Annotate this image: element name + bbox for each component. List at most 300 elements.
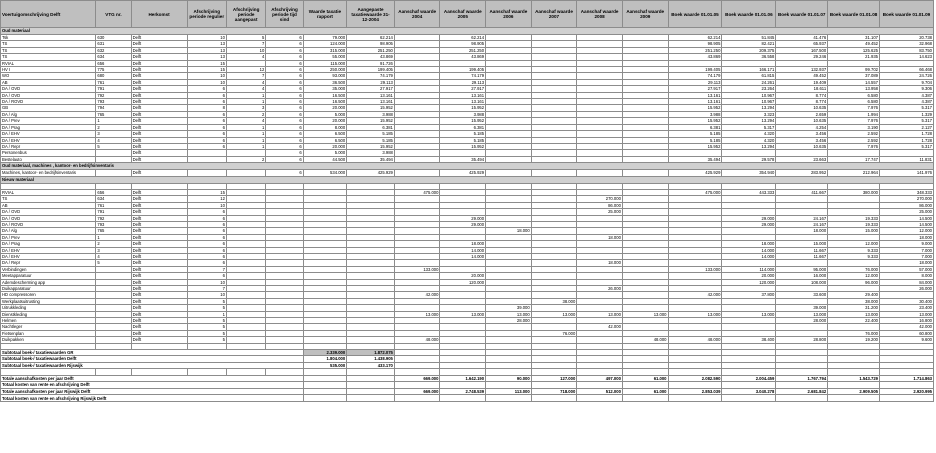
table-cell: 634: [96, 54, 131, 60]
table-cell: 14.000: [440, 247, 486, 253]
table-cell: 6: [266, 99, 303, 105]
table-cell: 8.000: [879, 273, 933, 279]
table-cell: 42.000: [577, 324, 623, 330]
table-cell: Uitrukkleding: [1, 305, 96, 311]
table-cell: 19.333: [828, 221, 880, 227]
table-cell: 15.000: [776, 241, 828, 247]
table-cell: 11.667: [776, 247, 828, 253]
table-cell: Machines, kantoor- en bedrijfsinventaris: [1, 170, 96, 176]
table-cell: 42.000: [394, 292, 440, 298]
table-cell: Fietsenplan: [1, 330, 96, 336]
table-cell: 14.000: [440, 253, 486, 259]
table-cell: 6: [266, 137, 303, 143]
table-cell: 632: [96, 47, 131, 53]
table-cell: Werkplaatsuitrusting: [1, 298, 96, 304]
total-value: [303, 395, 347, 402]
table-cell: 15.952: [440, 118, 486, 124]
table-cell: 13: [187, 54, 226, 60]
table-cell: Delft: [131, 221, 187, 227]
table-cell: 36.500: [303, 79, 347, 85]
column-header: VTG nr.: [96, 1, 131, 28]
table-cell: 33.600: [776, 292, 828, 298]
table-cell: 3.988: [347, 111, 395, 117]
subtotal-value: 2.339.000: [303, 350, 347, 356]
table-cell: 10.635: [776, 143, 828, 149]
table-cell: 18.611: [776, 86, 828, 92]
total-row: [1, 388, 934, 395]
table-cell: 1: [226, 124, 265, 130]
section-title: Oud materiaal, machines , kantoor- en bedrijfsinventaris: [1, 163, 934, 170]
table-cell: 2.659: [776, 111, 828, 117]
table-cell: 10: [187, 73, 226, 79]
table-cell: 13.294: [722, 118, 776, 124]
table-cell: 25.000: [879, 209, 933, 215]
column-header: Afschrijving periode regulier: [187, 1, 226, 28]
table-cell: 13.161: [440, 92, 486, 98]
table-cell: 125.625: [828, 47, 880, 53]
total-value: 2.082.590: [668, 375, 722, 382]
table-cell: Delft: [131, 124, 187, 130]
table-cell: 14.623: [879, 54, 933, 60]
total-value: 669.000: [394, 388, 440, 395]
table-cell: 6.381: [440, 124, 486, 130]
section-title: Nieuw materiaal: [1, 176, 934, 183]
table-cell: Dienstkleding: [1, 311, 96, 317]
table-cell: DA / Prag: [1, 124, 96, 130]
table-cell: 3: [226, 105, 265, 111]
table-cell: Bestelauto: [1, 156, 96, 162]
table-cell: 62.214: [440, 35, 486, 41]
table-cell: 19.333: [828, 215, 880, 221]
table-cell: 141.976: [879, 170, 933, 176]
column-header: Herkomst: [131, 1, 187, 28]
table-cell: 29.000: [440, 215, 486, 221]
table-cell: 42.000: [879, 324, 933, 330]
table-cell: 84.000: [879, 279, 933, 285]
table-cell: 66.468: [879, 67, 933, 73]
table-cell: 30.400: [879, 298, 933, 304]
table-cell: 86.000: [577, 202, 623, 208]
table-cell: 48.000: [668, 337, 722, 343]
table-cell: 29.113: [347, 79, 395, 85]
table-cell: 8: [187, 105, 226, 111]
table-cell: 6: [266, 150, 303, 156]
table-cell: 96.000: [828, 279, 880, 285]
subtotal-label: Subtotaal boek-/ taxatiewaarden Delft: [1, 356, 304, 362]
table-cell: 9.704: [879, 79, 933, 85]
table-cell: 86.000: [879, 202, 933, 208]
table-cell: 656: [96, 189, 131, 195]
table-cell: Helmen: [1, 318, 96, 324]
table-cell: DA / Prev: [1, 118, 96, 124]
table-cell: 5: [187, 305, 226, 311]
table-cell: 3.323: [722, 111, 776, 117]
table-cell: Delft: [131, 118, 187, 124]
total-value: 2.748.539: [440, 388, 486, 395]
table-cell: 3.988: [347, 150, 395, 156]
total-value: 2.853.039: [668, 388, 722, 395]
table-cell: 775: [96, 67, 131, 73]
total-value: [577, 382, 623, 389]
total-value: 1.642.190: [440, 375, 486, 382]
table-cell: 634: [96, 196, 131, 202]
table-cell: 23.264: [722, 86, 776, 92]
table-cell: 60.800: [879, 330, 933, 336]
table-cell: Delft: [131, 67, 187, 73]
table-cell: 13.161: [347, 99, 395, 105]
table-cell: 18.000: [879, 260, 933, 266]
table-cell: 7: [226, 73, 265, 79]
table-cell: 7.976: [828, 143, 880, 149]
table-cell: 10.635: [776, 105, 828, 111]
table-cell: Delft: [131, 111, 187, 117]
table-cell: 13.000: [879, 311, 933, 317]
column-header: Boek waarde 01.01.05: [668, 1, 722, 28]
table-cell: Delft: [131, 202, 187, 208]
table-cell: 27.917: [347, 86, 395, 92]
table-cell: 5: [96, 143, 131, 149]
table-cell: 20.000: [722, 273, 776, 279]
table-cell: 5: [187, 330, 226, 336]
table-cell: 4.387: [879, 92, 933, 98]
table-cell: DA / Prag: [1, 241, 96, 247]
table-cell: 15: [187, 67, 226, 73]
table-cell: 1.728: [879, 131, 933, 137]
table-cell: 354.940: [722, 170, 776, 176]
table-cell: 7: [226, 41, 265, 47]
table-cell: 29.246: [776, 54, 828, 60]
table-cell: Delft: [131, 99, 187, 105]
table-cell: 5: [187, 337, 226, 343]
table-cell: 166.171: [722, 67, 776, 73]
table-cell: 55.000: [303, 54, 347, 60]
table-cell: 1.329: [879, 111, 933, 117]
table-cell: 27.917: [440, 86, 486, 92]
total-row: [1, 395, 934, 402]
total-value: [303, 382, 347, 389]
total-label: Totaal kosten van rente en afschrijving Delft: [1, 382, 304, 389]
table-cell: 18.000: [577, 234, 623, 240]
table-cell: DA / Prev: [1, 234, 96, 240]
table-cell: 199.405: [668, 67, 722, 73]
table-cell: 4: [226, 54, 265, 60]
table-cell: 18.000: [879, 234, 933, 240]
table-cell: 6: [266, 124, 303, 130]
table-cell: Delft: [131, 305, 187, 311]
table-cell: 19.200: [828, 337, 880, 343]
table-cell: 270.000: [879, 196, 933, 202]
table-cell: 10: [187, 35, 226, 41]
table-cell: 2: [226, 156, 265, 162]
table-cell: 29.000: [722, 215, 776, 221]
table-cell: 5.317: [879, 143, 933, 149]
table-cell: 98.905: [668, 41, 722, 47]
table-cell: 631: [96, 41, 131, 47]
total-value: [622, 395, 668, 402]
table-cell: 6.500: [303, 137, 347, 143]
table-cell: 794: [96, 105, 131, 111]
table-cell: 12: [187, 196, 226, 202]
table-cell: 29.578: [722, 156, 776, 162]
total-value: [776, 382, 828, 389]
table-cell: 29.113: [440, 79, 486, 85]
table-cell: Personenbus: [1, 150, 96, 156]
table-cell: 6: [187, 92, 226, 98]
table-cell: Delft: [131, 79, 187, 85]
table-cell: 124.000: [303, 41, 347, 47]
table-cell: 13.000: [668, 311, 722, 317]
table-cell: 79.000: [303, 35, 347, 41]
table-cell: DA / ROVD: [1, 221, 96, 227]
table-cell: 20.738: [879, 35, 933, 41]
table-cell: 5.317: [879, 118, 933, 124]
table-cell: 15.952: [668, 105, 722, 111]
table-cell: 9.333: [828, 253, 880, 259]
table-cell: 765: [96, 111, 131, 117]
column-header: Afschrijving periode aangepast: [226, 1, 265, 28]
table-cell: 65.937: [776, 41, 828, 47]
table-cell: 3.456: [776, 137, 828, 143]
table-cell: Tsk: [1, 35, 96, 41]
section-header: [1, 176, 934, 183]
table-cell: 38.000: [531, 298, 577, 304]
table-cell: Delft: [131, 279, 187, 285]
table-cell: 425.929: [668, 170, 722, 176]
table-cell: 14.500: [879, 215, 933, 221]
table-cell: 39.000: [776, 305, 828, 311]
table-cell: 6: [187, 241, 226, 247]
table-cell: TS: [1, 54, 96, 60]
table-cell: 5: [187, 298, 226, 304]
table-cell: 6: [266, 67, 303, 73]
table-cell: Delft: [131, 311, 187, 317]
table-cell: 15.952: [347, 118, 395, 124]
total-value: [394, 382, 440, 389]
total-value: 3.040.278: [722, 388, 776, 395]
table-cell: 1: [187, 311, 226, 317]
table-cell: DA / EHV: [1, 137, 96, 143]
total-value: [394, 395, 440, 402]
table-cell: 5: [96, 260, 131, 266]
table-cell: Delft: [131, 60, 187, 66]
table-cell: 6: [187, 86, 226, 92]
table-cell: Delft: [131, 253, 187, 259]
table-cell: 43.869: [668, 54, 722, 60]
table-cell: 6: [266, 156, 303, 162]
table-cell: 6.580: [828, 99, 880, 105]
table-cell: DA / OVD: [1, 215, 96, 221]
table-cell: 411.667: [776, 189, 828, 195]
table-cell: 24.726: [879, 73, 933, 79]
table-cell: AB: [1, 79, 96, 85]
table-cell: 3.456: [776, 131, 828, 137]
table-cell: 16.000: [776, 273, 828, 279]
total-value: [347, 388, 395, 395]
table-cell: 98.905: [347, 41, 395, 47]
table-cell: 13.000: [577, 311, 623, 317]
table-cell: 443.333: [722, 189, 776, 195]
table-cell: 5.000: [303, 150, 347, 156]
table-cell: AB: [1, 202, 96, 208]
table-cell: RVIAL: [1, 189, 96, 195]
table-cell: 3: [96, 247, 131, 253]
table-cell: Ademdescherming app: [1, 279, 96, 285]
table-cell: 2.592: [828, 137, 880, 143]
table-cell: 99.702: [828, 67, 880, 73]
table-cell: DA / OVD: [1, 86, 96, 92]
column-header: Boek waarde 01.01.07: [776, 1, 828, 28]
table-cell: 7.976: [828, 118, 880, 124]
table-body: [1, 28, 934, 402]
table-cell: Meetapparatuur: [1, 273, 96, 279]
table-cell: Delft: [131, 209, 187, 215]
table-cell: 13.000: [486, 311, 532, 317]
table-cell: 16.500: [303, 92, 347, 98]
table-cell: 15.952: [347, 143, 395, 149]
table-cell: 3.988: [668, 111, 722, 117]
table-cell: 23.663: [776, 156, 828, 162]
table-cell: 765: [96, 228, 131, 234]
table-cell: Delft: [131, 86, 187, 92]
column-header: Aangepaste taxatiewaarde 31-12-2004: [347, 1, 395, 28]
table-cell: 29.000: [440, 221, 486, 227]
table-cell: 26.000: [577, 286, 623, 292]
total-value: 2.920.995: [879, 388, 933, 395]
total-value: 90.000: [486, 375, 532, 382]
table-cell: 108.000: [776, 279, 828, 285]
table-cell: 12.000: [879, 228, 933, 234]
table-cell: 15.952: [668, 143, 722, 149]
table-cell: HV I: [1, 67, 96, 73]
table-cell: 44.500: [303, 156, 347, 162]
table-cell: 10: [226, 47, 265, 53]
table-cell: Delft: [131, 137, 187, 143]
table-cell: 6: [266, 47, 303, 53]
table-cell: 1: [226, 92, 265, 98]
subtotal-value: 433.170: [347, 362, 395, 368]
table-cell: 13.000: [776, 311, 828, 317]
table-cell: 20.000: [303, 143, 347, 149]
table-cell: DA / OVD: [1, 209, 96, 215]
table-cell: 76.000: [828, 330, 880, 336]
table-cell: 12.000: [828, 241, 880, 247]
table-cell: 14.000: [722, 247, 776, 253]
table-cell: 15.000: [828, 228, 880, 234]
table-cell: 6.381: [668, 124, 722, 130]
total-value: 61.000: [622, 388, 668, 395]
table-cell: 13.161: [668, 92, 722, 98]
table-cell: HD compressoren: [1, 292, 96, 298]
table-cell: 792: [96, 215, 131, 221]
table-cell: 6: [266, 92, 303, 98]
table-cell: 5.185: [440, 137, 486, 143]
table-cell: 6: [266, 41, 303, 47]
table-cell: 3: [96, 131, 131, 137]
table-cell: Delft: [131, 143, 187, 149]
table-cell: 74.179: [347, 73, 395, 79]
table-cell: 18.000: [722, 241, 776, 247]
table-cell: 475.000: [668, 189, 722, 195]
table-cell: 6: [187, 143, 226, 149]
table-cell: 24.167: [776, 215, 828, 221]
table-cell: 24.167: [776, 221, 828, 227]
table-cell: RVIAL: [1, 60, 96, 66]
table-cell: 12.000: [828, 273, 880, 279]
table-cell: 5: [187, 318, 226, 324]
table-cell: 28.000: [486, 318, 532, 324]
table-cell: 15.952: [668, 118, 722, 124]
total-value: [347, 395, 395, 402]
subtotal-value: 535.000: [303, 362, 347, 368]
table-cell: DA / Repr: [1, 260, 96, 266]
total-value: [828, 382, 880, 389]
table-cell: 6: [266, 118, 303, 124]
table-cell: 4: [226, 86, 265, 92]
table-cell: 39.000: [486, 305, 532, 311]
table-cell: Nachtleger: [1, 324, 96, 330]
table-cell: 62.214: [347, 35, 395, 41]
table-cell: Duikapparatuur: [1, 286, 96, 292]
table-cell: 35.494: [440, 156, 486, 162]
table-cell: 15.952: [440, 143, 486, 149]
table-cell: 6: [266, 54, 303, 60]
table-cell: 48.000: [394, 337, 440, 343]
table-cell: 18.000: [577, 260, 623, 266]
table-cell: Delft: [131, 298, 187, 304]
column-header: Afschrijving periode tijd sind: [266, 1, 303, 28]
table-cell: Delft: [131, 286, 187, 292]
table-cell: 13.000: [722, 311, 776, 317]
total-label: Totale aanschafkosten per jaar Delft: [1, 375, 304, 382]
table-cell: 35.000: [303, 86, 347, 92]
table-cell: 14.000: [722, 253, 776, 259]
table-cell: 23.400: [879, 305, 933, 311]
table-cell: TS: [1, 196, 96, 202]
table-cell: 76.000: [828, 266, 880, 272]
table-cell: 13.000: [531, 311, 577, 317]
table-cell: 2: [96, 124, 131, 130]
table-cell: 6: [187, 260, 226, 266]
table-cell: 29.400: [828, 292, 880, 298]
table-cell: 120.000: [440, 279, 486, 285]
table-cell: 133.000: [668, 266, 722, 272]
table-cell: Delft: [131, 234, 187, 240]
table-cell: 6: [187, 124, 226, 130]
table-cell: 120.000: [722, 279, 776, 285]
table-cell: 10: [187, 279, 226, 285]
table-cell: 24.261: [722, 79, 776, 85]
total-label: Totale aanschafkosten per jaar Rijswijk Delft: [1, 388, 304, 395]
table-cell: 10.635: [776, 118, 828, 124]
table-cell: Delft: [131, 292, 187, 298]
total-value: [531, 395, 577, 402]
table-cell: Verbindingen: [1, 266, 96, 272]
table-cell: 10.967: [722, 92, 776, 98]
table-cell: 115.000: [303, 60, 347, 66]
table-cell: 4.254: [776, 124, 828, 130]
table-cell: 25.000: [577, 209, 623, 215]
table-cell: 761: [96, 79, 131, 85]
table-cell: DA / Alg: [1, 228, 96, 234]
column-header: Aanschaf waarde 2004: [394, 1, 440, 28]
table-cell: 35.494: [668, 156, 722, 162]
table-cell: Delft: [131, 266, 187, 272]
table-cell: 7: [187, 286, 226, 292]
table-cell: 98.905: [440, 41, 486, 47]
table-cell: 6: [266, 143, 303, 149]
table-cell: 792: [96, 92, 131, 98]
table-cell: 475.000: [394, 189, 440, 195]
